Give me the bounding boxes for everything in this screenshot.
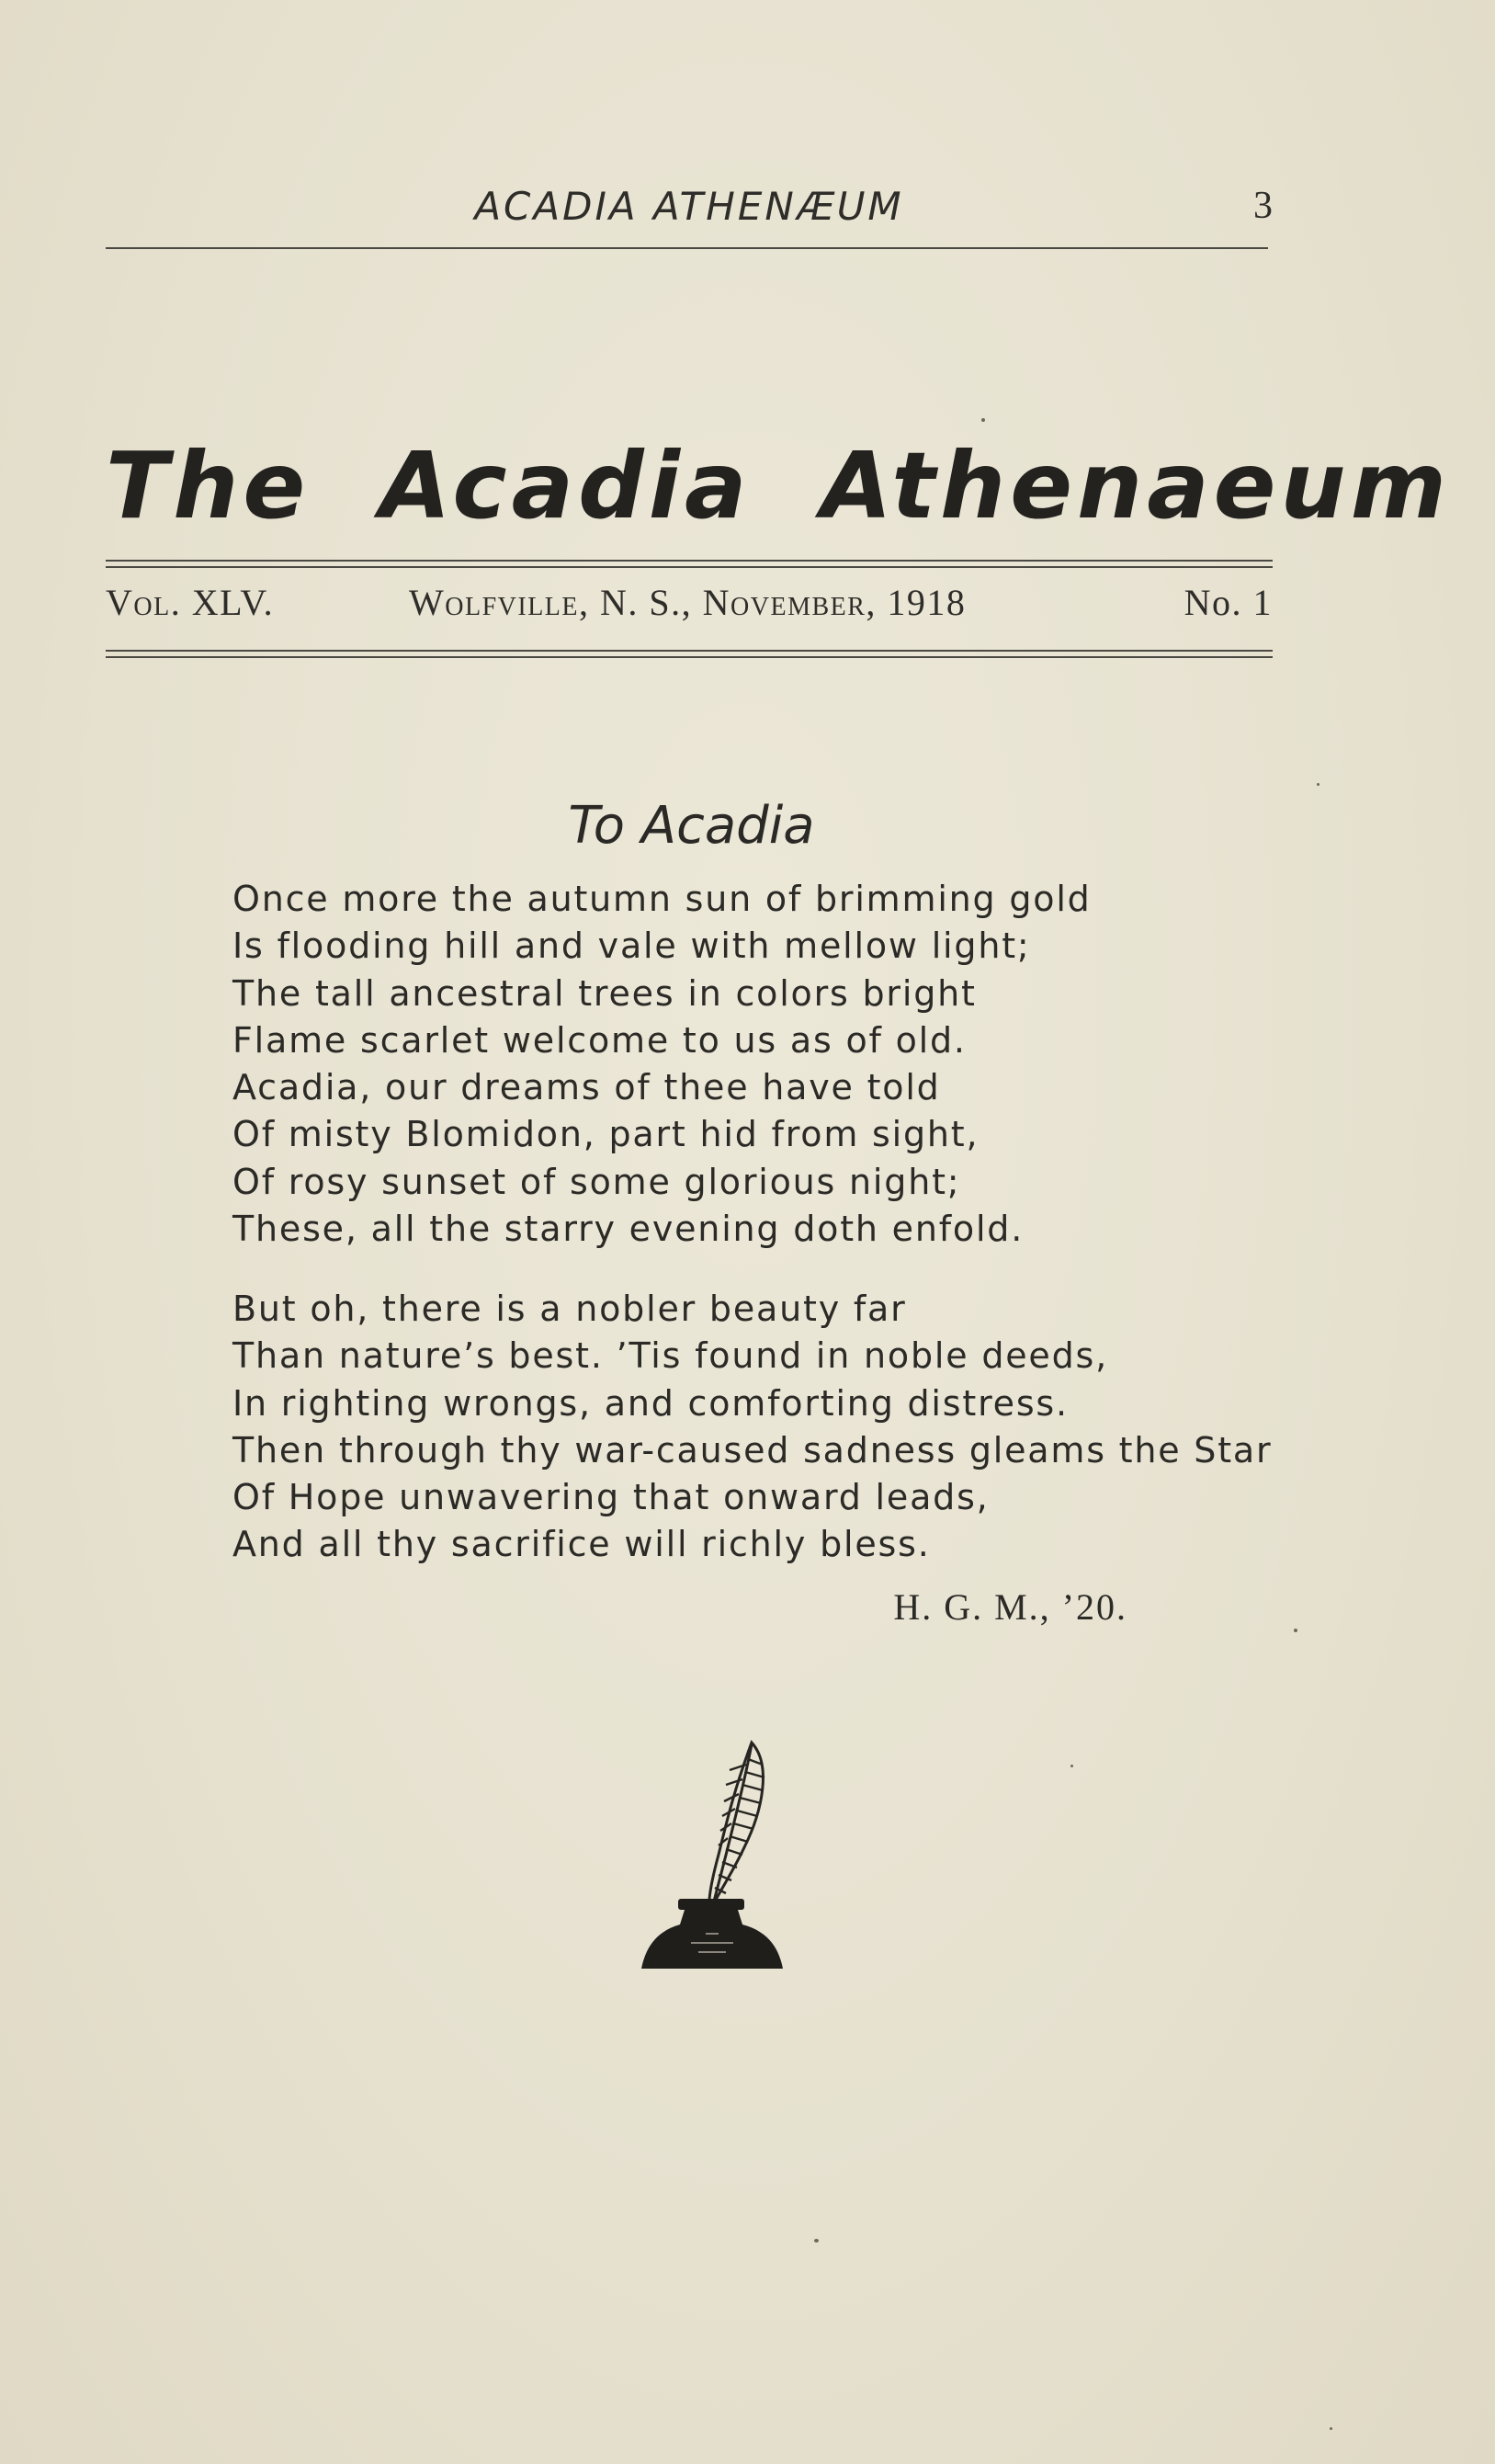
poem-line: Of misty Blomidon, part hid from sight, xyxy=(232,1114,980,1155)
poem-stanza-2 xyxy=(232,1286,1272,1569)
masthead-rule-bottom xyxy=(106,650,1273,658)
poem-line: Acadia, our dreams of thee have told xyxy=(232,1067,941,1108)
poem-line: The tall ancestral trees in colors bright xyxy=(232,972,977,1014)
poem-line: Once more the autumn sun of brimming gold xyxy=(232,879,1092,919)
running-title: ACADIA ATHENÆUM xyxy=(474,184,904,229)
poem-line: And all thy sacrifice will richly bless. xyxy=(232,1524,931,1565)
quill-and-inkwell-icon xyxy=(634,1737,790,1976)
page-number: 3 xyxy=(1253,185,1273,227)
issue-number-label: No. 1 xyxy=(1184,582,1273,623)
paper-speck xyxy=(981,418,985,422)
poem-line: Than nature’s best. ’Tis found in noble deeds, xyxy=(232,1335,1108,1377)
poem-line: But oh, there is a nobler beauty far xyxy=(232,1289,907,1329)
paper-speck xyxy=(1330,2427,1332,2430)
issue-line xyxy=(106,581,1273,636)
poem-line: Of Hope unwavering that onward leads, xyxy=(232,1477,990,1518)
paper-speck xyxy=(1070,1765,1073,1767)
poem-line: Of rosy sunset of some glorious night; xyxy=(232,1161,961,1202)
place-date-label: Wolfville, N. S., November, 1918 xyxy=(409,582,967,623)
poem-stanza-1 xyxy=(232,876,1092,1253)
poem-line: Is flooding hill and vale with mellow light; xyxy=(232,925,1031,967)
paper-speck xyxy=(814,2239,819,2243)
paper-speck xyxy=(1294,1629,1297,1632)
masthead-title: The Acadia Athenaeum xyxy=(106,432,1451,539)
paper-speck xyxy=(1317,783,1319,786)
masthead-rule-top xyxy=(106,560,1273,568)
poem-line: Then through thy war-caused sadness gleams the Star xyxy=(232,1429,1273,1470)
running-head xyxy=(106,184,1273,248)
poem-line: These, all the starry evening doth enfold. xyxy=(232,1209,1025,1250)
volume-label: Vol. XLV. xyxy=(106,582,275,623)
poem-line: In righting wrongs, and comforting distress. xyxy=(232,1382,1069,1424)
poem-line: Flame scarlet welcome to us as of old. xyxy=(232,1019,967,1061)
poem-title: To Acadia xyxy=(568,796,815,856)
poem-signature: H. G. M., ’20. xyxy=(893,1586,1127,1628)
header-rule xyxy=(106,247,1268,249)
